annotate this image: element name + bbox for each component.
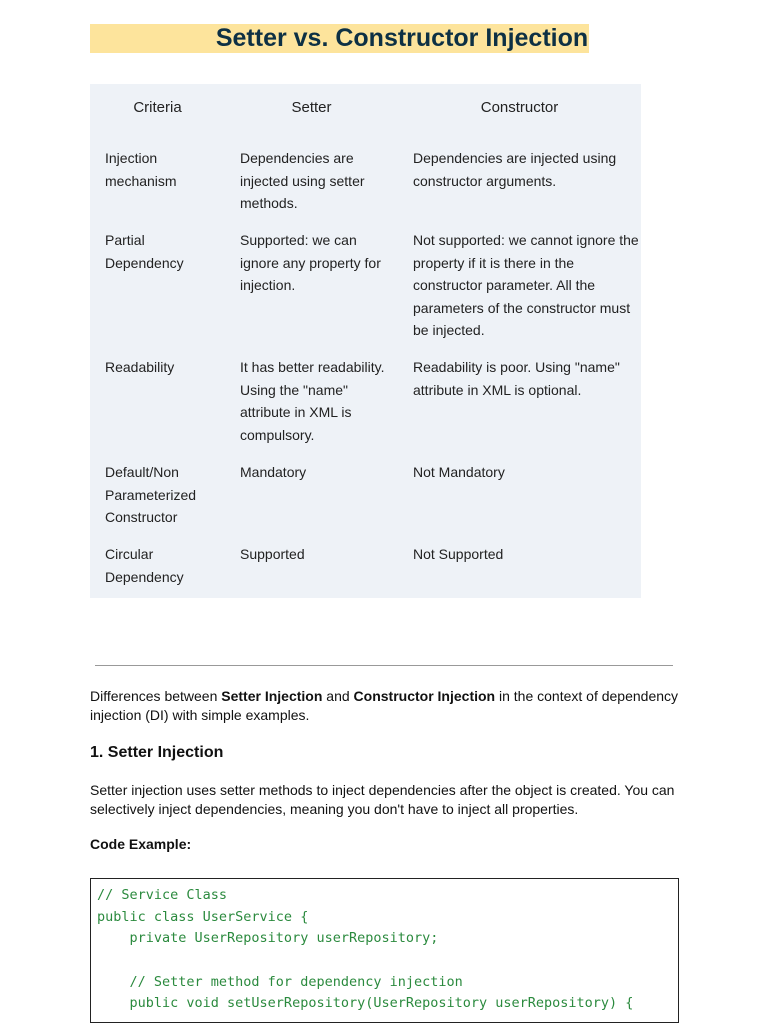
- cell-line: Dependencies are: [240, 150, 354, 166]
- intro-text: Differences between: [90, 688, 222, 704]
- code-line: // Setter method for dependency injection: [97, 973, 463, 990]
- code-line: public class UserService {: [97, 908, 309, 925]
- cell-line: attribute in XML is optional.: [413, 381, 582, 398]
- cell-constructor: [413, 229, 639, 342]
- cell-line: Readability is poor. Using "name": [413, 359, 620, 375]
- cell-line: Constructor: [105, 509, 178, 525]
- table-header-setter: Setter: [291, 99, 332, 116]
- table-header-criteria: Criteria: [133, 99, 182, 116]
- cell-line: be injected.: [413, 322, 485, 338]
- cell-setter: [240, 229, 381, 297]
- cell-setter: [240, 147, 365, 215]
- description-line: Setter injection uses setter methods to inject dependencies after the object is created. You can: [90, 782, 675, 798]
- section-description: [90, 781, 690, 819]
- cell-line: It has better readability.: [240, 359, 385, 375]
- code-line: private UserRepository userRepository;: [97, 930, 439, 947]
- cell-line: constructor arguments.: [413, 172, 557, 189]
- cell-line: mechanism: [105, 172, 177, 189]
- cell-setter: [240, 461, 306, 484]
- cell-line: Not Supported: [413, 546, 504, 562]
- cell-line: Not Mandatory: [413, 464, 505, 480]
- cell-criteria: [105, 543, 184, 588]
- cell-line: attribute in XML is: [240, 404, 352, 420]
- code-block: [90, 878, 679, 1023]
- cell-constructor: [413, 356, 620, 401]
- cell-line: injection.: [240, 277, 296, 293]
- cell-line: Injection: [105, 150, 158, 166]
- cell-line: Dependency: [105, 568, 184, 585]
- intro-text-line2: injection (DI) with simple examples.: [90, 707, 310, 723]
- intro-bold-setter: Setter Injection: [221, 688, 323, 704]
- section-heading: 1. Setter Injection: [90, 744, 224, 761]
- cell-setter: [240, 356, 384, 446]
- cell-line: Dependency: [105, 254, 184, 271]
- cell-line: Supported: [240, 546, 305, 562]
- cell-line: ignore any property for: [240, 254, 381, 271]
- cell-line: Mandatory: [240, 464, 307, 480]
- cell-criteria: [105, 461, 196, 529]
- cell-line: Parameterized: [105, 486, 197, 503]
- cell-line: Using the "name": [240, 381, 348, 398]
- page-title: Setter vs. Constructor Injection: [90, 24, 589, 53]
- cell-setter: [240, 543, 305, 566]
- cell-line: Not supported: we cannot ignore the: [413, 232, 639, 248]
- cell-line: injected using setter: [240, 172, 365, 189]
- intro-text: in the context of dependency: [495, 688, 679, 704]
- divider: [95, 665, 673, 666]
- code-line: [97, 950, 678, 972]
- cell-line: Default/Non: [105, 464, 179, 480]
- cell-constructor: [413, 461, 505, 484]
- cell-line: methods.: [240, 195, 298, 211]
- cell-line: constructor parameter. All the: [413, 277, 596, 293]
- cell-line: Supported: we can: [240, 232, 357, 248]
- cell-line: Dependencies are injected using: [413, 150, 617, 166]
- cell-line: property if it is there in the: [413, 254, 575, 271]
- code-example-label: Code Example:: [90, 836, 192, 852]
- table-header-constructor: Constructor: [480, 99, 559, 116]
- intro-text: and: [322, 688, 354, 704]
- cell-line: Partial: [105, 232, 145, 248]
- description-line: selectively inject dependencies, meaning you don't have to inject all properties.: [90, 801, 579, 817]
- code-line: public void setUserRepository(UserRepository userRepository) {: [97, 995, 634, 1012]
- cell-line: parameters of the constructor must: [413, 299, 631, 316]
- cell-criteria: [105, 147, 177, 192]
- comparison-table: [90, 84, 641, 598]
- cell-line: compulsory.: [240, 426, 315, 443]
- cell-line: Readability: [105, 359, 175, 375]
- intro-bold-constructor: Constructor Injection: [353, 688, 496, 704]
- cell-constructor: [413, 147, 616, 192]
- code-line: // Service Class: [97, 887, 228, 903]
- cell-line: Circular: [105, 546, 154, 562]
- cell-criteria: [105, 356, 174, 379]
- cell-criteria: [105, 229, 184, 274]
- intro-paragraph: [90, 687, 690, 725]
- cell-constructor: [413, 543, 503, 566]
